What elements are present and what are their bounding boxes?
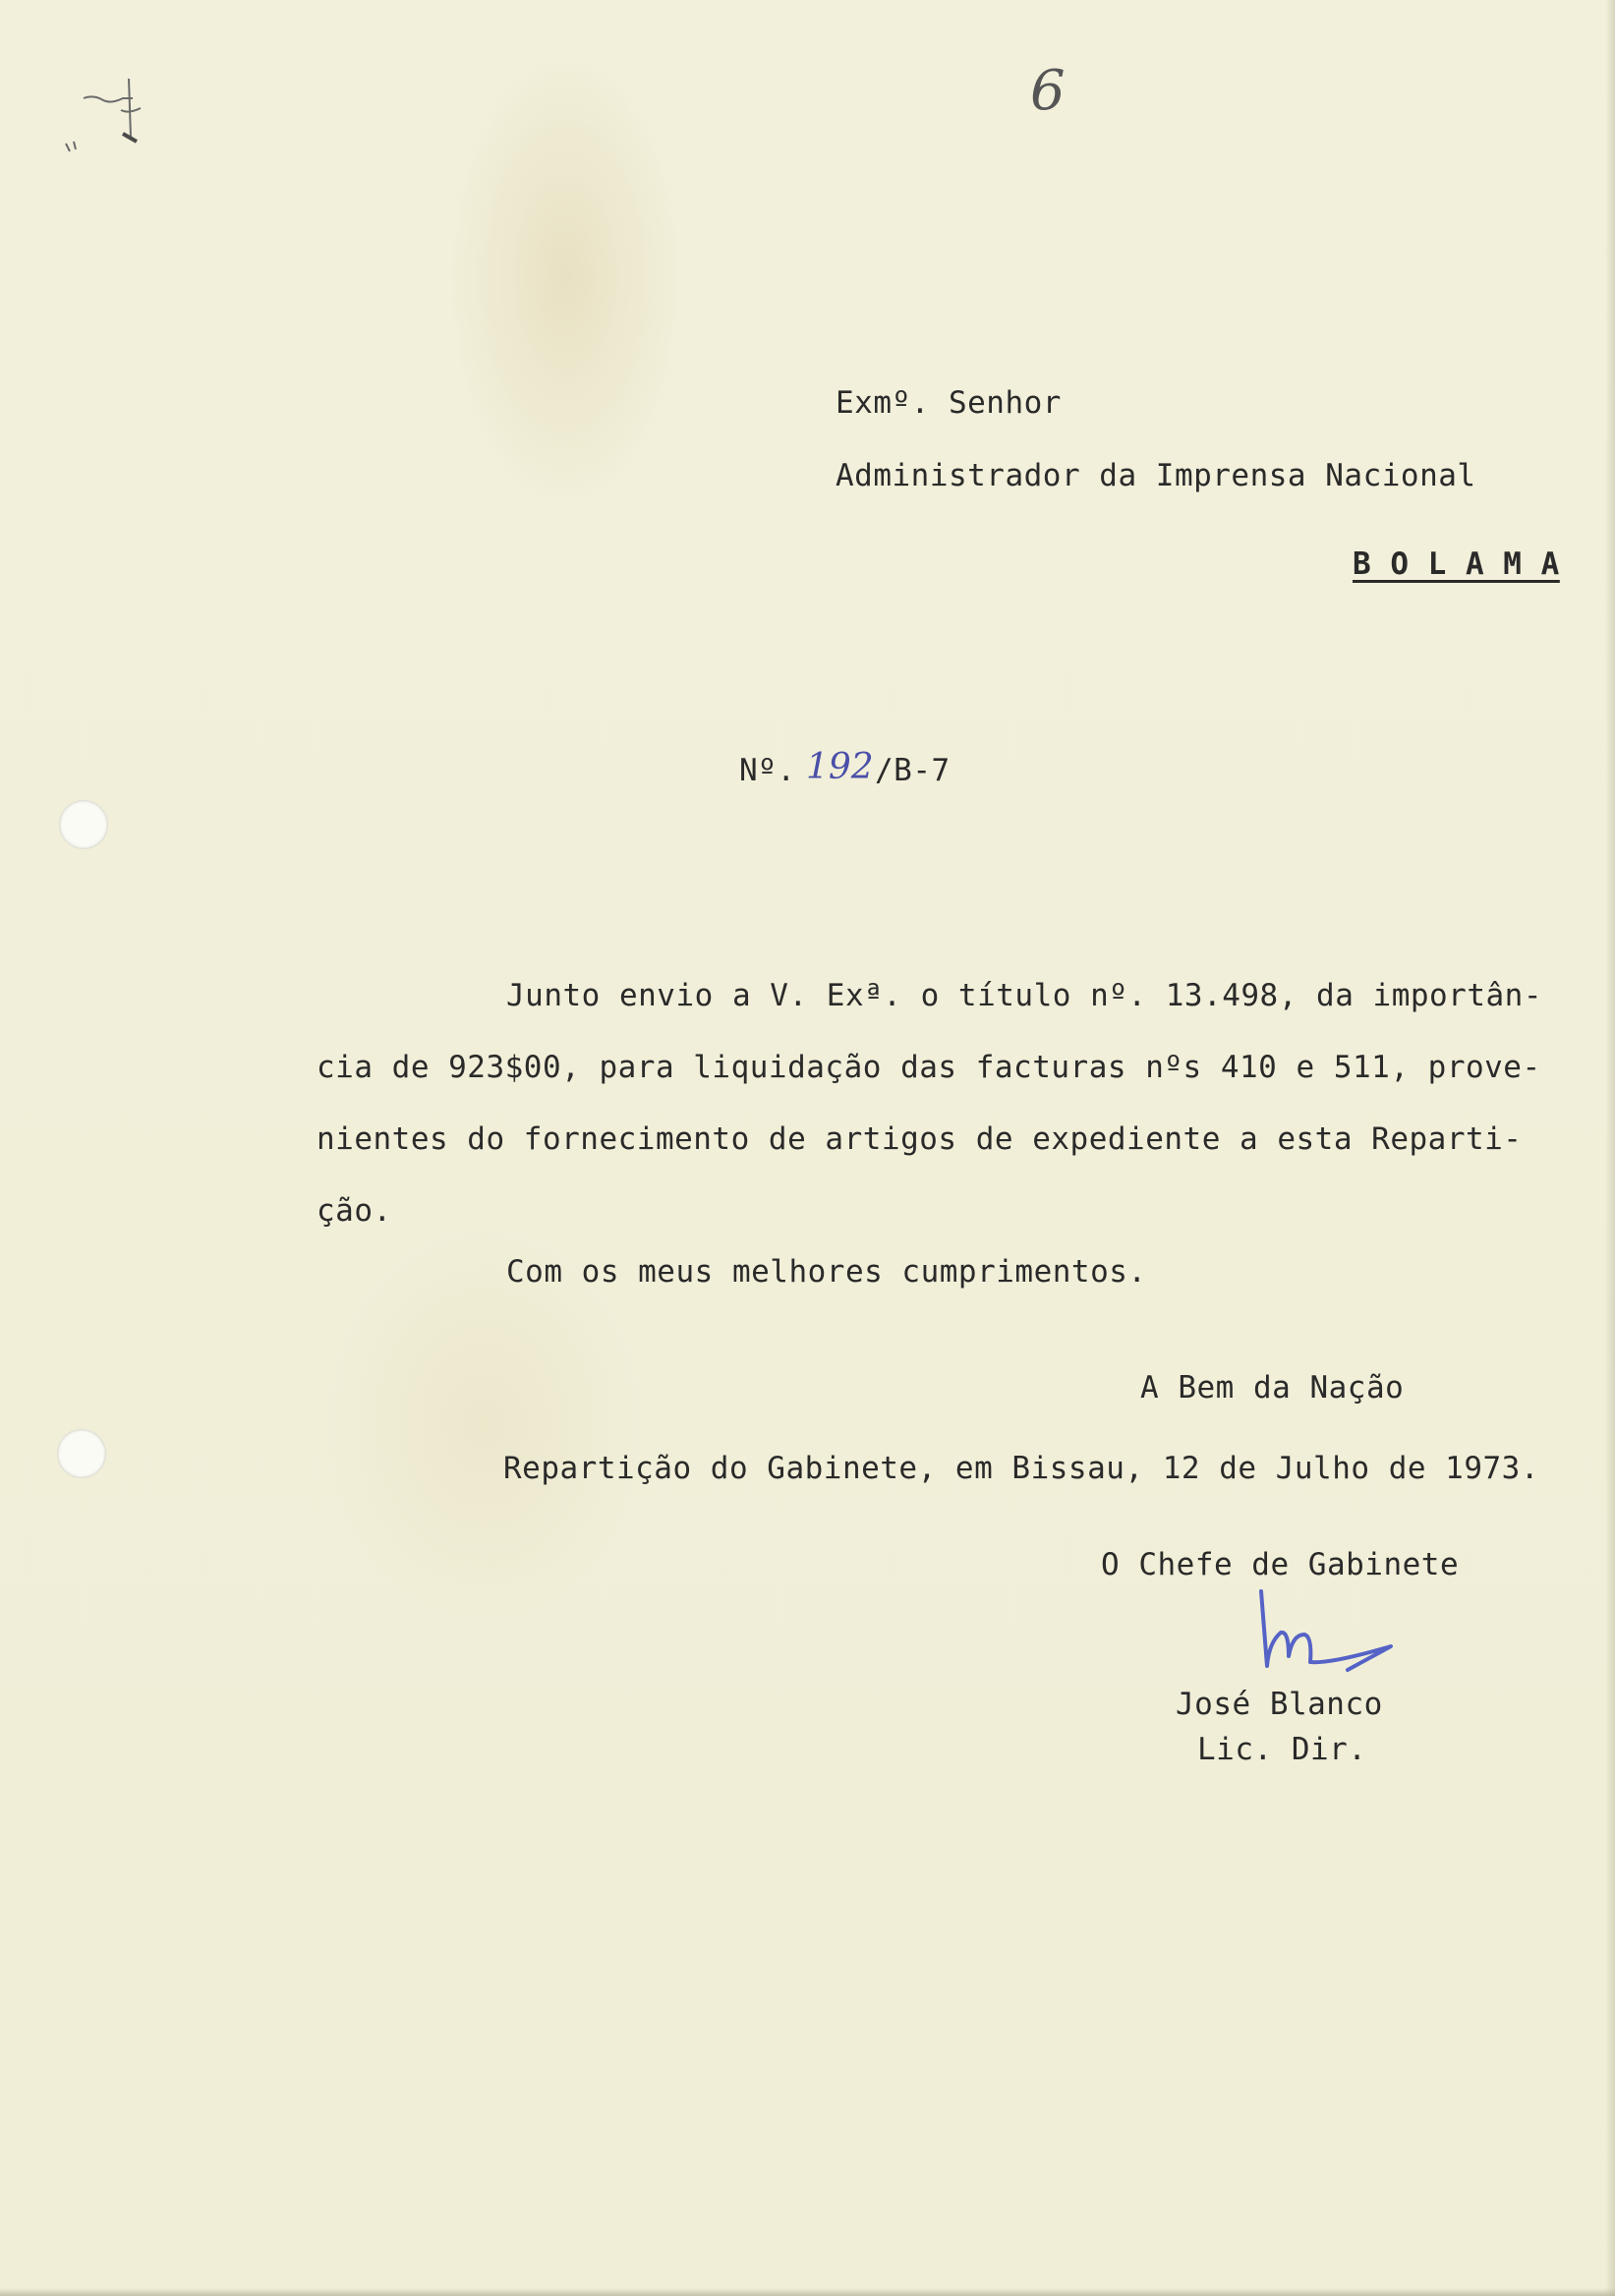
motto: A Bem da Nação — [1140, 1370, 1405, 1406]
paper-edge-shadow — [1605, 0, 1615, 2296]
recipient: Administrador da Imprensa Nacional — [836, 458, 1476, 493]
body-line-1: Junto envio a V. Exª. o título nº. 13.498, da importân- — [506, 978, 1542, 1013]
place-date: Repartição do Gabinete, em Bissau, 12 de Julho de 1973. — [503, 1451, 1539, 1486]
reference-number: 192 — [806, 747, 874, 787]
pencil-mark-icon — [64, 69, 172, 157]
punch-hole-top — [59, 800, 108, 849]
signer-title: O Chefe de Gabinete — [1101, 1547, 1460, 1582]
body-line-4: ção. — [317, 1193, 392, 1229]
salutation: Exmº. Senhor — [836, 385, 1062, 421]
signer-name: José Blanco — [1176, 1687, 1383, 1722]
body-line-2: cia de 923$00, para liquidação das facturas nºs 410 e 511, prove- — [317, 1050, 1541, 1085]
paper-bottom-edge — [0, 2288, 1615, 2296]
reference-prefix: Nº. — [739, 753, 796, 788]
reference-suffix: /B-7 — [875, 753, 951, 788]
page-number: 6 — [1030, 59, 1066, 123]
recipient-city: B O L A M A — [1353, 546, 1560, 582]
closing-line: Com os meus melhores cumprimentos. — [506, 1254, 1147, 1290]
punch-hole-bottom — [57, 1429, 106, 1478]
signature-icon — [1253, 1587, 1411, 1695]
signer-credential: Lic. Dir. — [1197, 1732, 1367, 1767]
body-line-3: nientes do fornecimento de artigos de expediente a esta Reparti- — [317, 1121, 1523, 1157]
